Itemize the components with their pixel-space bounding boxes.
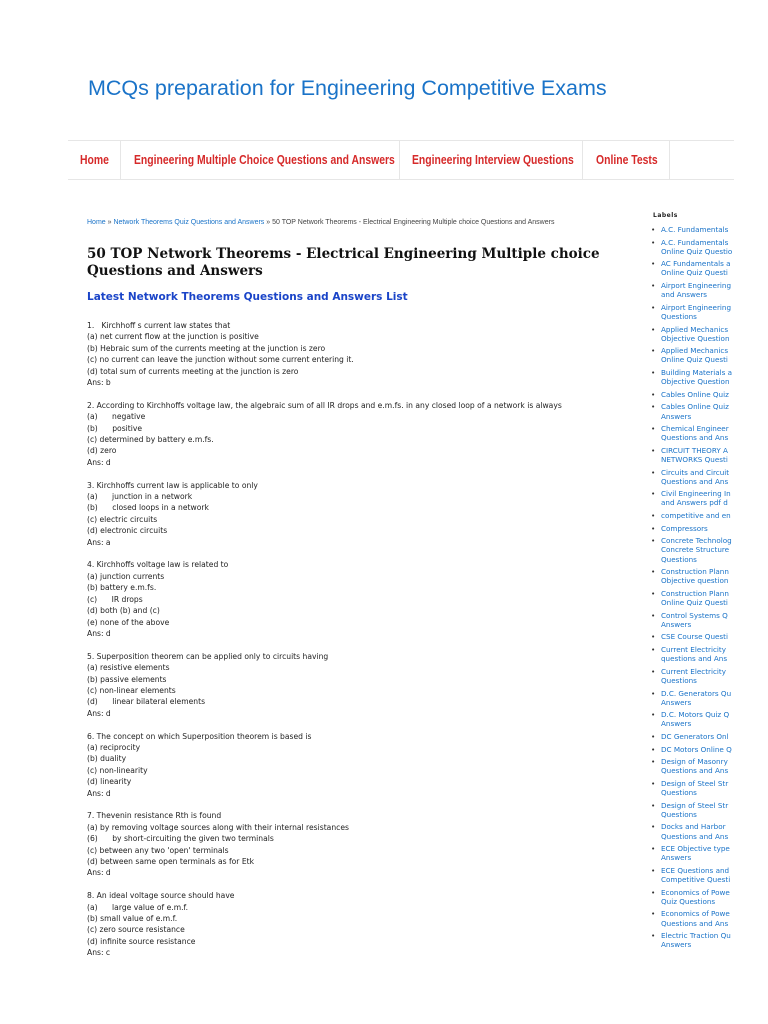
label-link-text: • Cables Online Quiz (661, 389, 729, 399)
option-text: (a) by removing voltage sources along with their internal resistances (87, 822, 349, 832)
nav-home[interactable]: Home (80, 152, 109, 167)
label-link[interactable] (649, 368, 768, 386)
label-link-text: Questions and Ans (661, 433, 729, 443)
option-text: (a) junction currents (87, 571, 165, 581)
option-text: (c) electric circuits (87, 514, 158, 524)
option-text: (a) junction in a network (87, 492, 193, 502)
option-text: (b) duality (87, 754, 127, 764)
option-text: (a) reciprocity (87, 742, 141, 752)
label-link[interactable] (649, 745, 768, 754)
breadcrumb (87, 216, 627, 230)
option-text: (d) infinite source resistance (87, 936, 196, 946)
label-link-text: Questions and Ans (661, 476, 729, 486)
label-link[interactable] (649, 710, 768, 728)
question-text: 4. Kirchhoffs voltage law is related to (87, 560, 229, 570)
label-link-text: Answers (661, 719, 692, 729)
label-link-text: • Economics of Powe (661, 887, 730, 897)
label-link-text: Online Quiz Questi (661, 598, 728, 608)
option-text: (b) positive (87, 423, 143, 433)
label-link[interactable] (649, 844, 768, 862)
label-link-text: • Current Electricity (661, 666, 726, 676)
nav-divider (669, 141, 670, 179)
label-link-text: Questions (661, 809, 697, 819)
label-link[interactable] (649, 567, 768, 585)
label-link-text: • D.C. Generators Qu (661, 688, 732, 698)
label-link-text: • Electric Traction Qu (661, 931, 731, 941)
option-text: (d) total sum of currents meeting at the junction is zero (87, 366, 299, 376)
option-text: (a) resistive elements (87, 663, 170, 673)
option-text: (c) zero source resistance (87, 925, 185, 935)
sidebar-labels-widget (649, 212, 768, 953)
option-text: (c) non-linear elements (87, 685, 176, 695)
question-text: 5. Superposition theorem can be applied only to circuits having (87, 651, 329, 661)
question-text: 3. Kirchhoffs current law is applicable to only (87, 480, 258, 490)
label-link-text: • Compressors (661, 523, 708, 533)
label-link-text: • Control Systems Q (661, 610, 728, 620)
label-link[interactable] (649, 632, 768, 641)
label-link-text: • Chemical Engineer (661, 424, 729, 434)
question-text: 6. The concept on which Superposition theorem is based is (87, 731, 312, 741)
answer-text: Ans: b (87, 378, 111, 388)
option-text: (d) zero (87, 446, 117, 456)
label-link-text: NETWORKS Questi (661, 454, 728, 464)
label-link-text: • AC Fundamentals a (661, 259, 731, 269)
answer-text: Ans: d (87, 628, 111, 638)
label-link-text: • Airport Engineering (661, 281, 732, 291)
label-link-text: • CSE Course Questi (661, 632, 728, 642)
label-link[interactable] (649, 390, 768, 399)
label-link[interactable] (649, 524, 768, 533)
nav-online-tests[interactable]: Online Tests (596, 152, 658, 167)
option-text: (c) no current can leave the junction without some current entering it. (87, 355, 354, 365)
breadcrumb-home-link[interactable]: Home (87, 219, 106, 226)
label-link-text: • D.C. Motors Quiz Q (661, 710, 730, 720)
label-link[interactable] (649, 536, 768, 563)
main-content (87, 216, 627, 958)
question-block (87, 559, 627, 639)
option-text: (a) negative (87, 412, 146, 422)
label-link[interactable] (649, 238, 768, 256)
label-link[interactable] (649, 325, 768, 343)
label-link-text: • ECE Objective type (661, 844, 730, 854)
label-link[interactable] (649, 779, 768, 797)
label-link-text: • CIRCUIT THEORY A (661, 445, 728, 455)
label-link[interactable] (649, 866, 768, 884)
label-link[interactable] (649, 801, 768, 819)
nav-divider (399, 141, 400, 179)
question-text: 1. Kirchhoff s current law states that (87, 321, 231, 330)
option-text: (c) determined by battery e.m.fs. (87, 435, 214, 445)
option-text: (d) electronic circuits (87, 526, 168, 536)
labels-list (649, 225, 768, 949)
label-link[interactable] (649, 732, 768, 741)
option-text: (c) non-linearity (87, 765, 148, 775)
label-link[interactable] (649, 489, 768, 507)
question-text: 8. An ideal voltage source should have (87, 891, 235, 901)
question-text: 7. Thevenin resistance Rth is found (87, 811, 222, 821)
label-link[interactable] (649, 689, 768, 707)
answer-text: Ans: a (87, 537, 111, 547)
label-link-text: • competitive and en (661, 511, 731, 521)
labels-heading: Labels (653, 212, 678, 219)
option-text: (d) linearity (87, 777, 132, 787)
label-link[interactable] (649, 225, 768, 234)
label-link-text: Answers (661, 940, 692, 950)
breadcrumb-separator: » (105, 219, 114, 226)
label-link[interactable] (649, 667, 768, 685)
option-text: (d) linear bilateral elements (87, 697, 206, 707)
nav-interview-questions[interactable]: Engineering Interview Questions (412, 152, 574, 167)
option-text: (b) passive elements (87, 674, 167, 684)
label-link-text: • ECE Questions and (661, 865, 730, 875)
label-link-text: • Civil Engineering In (661, 489, 731, 499)
label-link-text: • A.C. Fundamentals (661, 225, 729, 234)
label-link[interactable] (649, 468, 768, 486)
label-link-text: Answers (661, 619, 692, 629)
label-link-text: • Current Electricity (661, 645, 726, 655)
label-link-text: • Circuits and Circuit (661, 467, 730, 477)
label-link-text: • Concrete Technolog (661, 536, 732, 546)
label-link-text: • DC Generators Onl (661, 731, 729, 741)
label-link[interactable] (649, 822, 768, 840)
label-link-text: Questions and Ans (661, 766, 729, 776)
option-text: (c) IR drops (87, 594, 143, 604)
label-link-text: • DC Motors Online Q (661, 744, 732, 754)
label-link-text: Answers (661, 853, 692, 863)
label-link-text: Questions (661, 554, 697, 564)
question-block (87, 480, 627, 548)
label-link[interactable] (649, 402, 768, 420)
label-link-text: • Design of Steel Str (661, 800, 729, 810)
question-block (87, 320, 627, 388)
option-text: (b) Hebraic sum of the currents meeting at the junction is zero (87, 343, 326, 353)
label-link[interactable] (649, 281, 768, 299)
answer-text: Ans: d (87, 788, 111, 798)
question-block (87, 890, 627, 958)
label-link-text: Online Quiz Questio (661, 246, 733, 256)
label-link-text: Questions (661, 675, 697, 685)
option-text: (a) large value of e.m.f. (87, 902, 189, 912)
label-link-text: and Answers pdf d (661, 498, 728, 508)
option-text: (b) closed loops in a network (87, 503, 209, 513)
label-link-text: Objective Question (661, 333, 730, 343)
label-link-text: • Airport Engineering (661, 302, 732, 312)
label-link-text: • Cables Online Quiz (661, 402, 729, 412)
breadcrumb-current: 50 TOP Network Theorems - Electrical Engineering Multiple choice Questions and Answers (272, 219, 555, 226)
breadcrumb-separator: » (264, 219, 273, 226)
option-text: (e) none of the above (87, 617, 170, 627)
questions-list-heading: Latest Network Theorems Questions and Answers List (87, 291, 408, 303)
label-link-text: • Design of Masonry (661, 757, 728, 767)
post-title: 50 TOP Network Theorems - Electrical Engineering Multiple choice Questions and Answers (87, 246, 600, 279)
label-link[interactable] (649, 346, 768, 364)
option-text: (a) net current flow at the junction is positive (87, 332, 259, 342)
answer-text: Ans: d (87, 708, 111, 718)
label-link[interactable] (649, 259, 768, 277)
question-text: 2. According to Kirchhoffs voltage law, the algebraic sum of all IR drops and e.m.fs. in any closed loop of a network is always (87, 400, 562, 410)
label-link-text: • Economics of Powe (661, 909, 730, 919)
label-link-text: Objective Question (661, 377, 730, 387)
label-link[interactable] (649, 888, 768, 906)
label-link-text: Competitive Questi (661, 875, 731, 885)
label-link[interactable] (649, 511, 768, 520)
label-link[interactable] (649, 303, 768, 321)
label-link-text: • Applied Mechanics (661, 346, 729, 356)
label-link-text: Online Quiz Questi (661, 355, 728, 365)
label-link-text: Objective question (661, 576, 729, 586)
label-link[interactable] (649, 446, 768, 464)
answer-text: Ans: d (87, 457, 111, 467)
label-link[interactable] (649, 931, 768, 949)
question-block (87, 810, 627, 878)
label-link[interactable] (649, 909, 768, 927)
questions-list (87, 320, 627, 970)
option-text: (6) by short-circuiting the given two terminals (87, 834, 274, 844)
label-link-text: questions and Ans (661, 654, 728, 664)
option-text: (c) between any two 'open' terminals (87, 845, 229, 855)
label-link-text: Questions and Ans (661, 918, 729, 928)
label-link-text: Questions and Ans (661, 831, 729, 841)
label-link[interactable] (649, 589, 768, 607)
nav-engineering-mcq[interactable]: Engineering Multiple Choice Questions and Answers (134, 152, 395, 167)
answer-text: Ans: d (87, 868, 111, 878)
label-link-text: • Docks and Harbor (661, 822, 726, 832)
label-link[interactable] (649, 611, 768, 629)
nav-divider (582, 141, 583, 179)
label-link-text: Answers (661, 411, 692, 421)
answer-text: Ans: c (87, 948, 111, 958)
label-link-text: • Construction Plann (661, 588, 729, 598)
label-link[interactable] (649, 424, 768, 442)
label-link-text: • Design of Steel Str (661, 779, 729, 788)
question-block (87, 731, 627, 799)
label-link-text: • Construction Plann (661, 567, 729, 577)
breadcrumb-category-link[interactable]: Network Theorems Quiz Questions and Answers (113, 219, 265, 226)
option-text: (b) small value of e.m.f. (87, 914, 178, 924)
label-link-text: and Answers (661, 290, 708, 300)
option-text: (d) between same open terminals as for Etk (87, 857, 255, 866)
label-link[interactable] (649, 757, 768, 775)
option-text: (d) both (b) and (c) (87, 606, 160, 616)
main-navigation (68, 140, 734, 180)
question-block (87, 400, 627, 468)
label-link-text: • A.C. Fundamentals (661, 237, 729, 247)
label-link-text: Online Quiz Questi (661, 268, 728, 278)
label-link-text: • Applied Mechanics (661, 324, 729, 334)
label-link-text: Concrete Structure (661, 545, 730, 555)
question-block (87, 651, 627, 719)
label-link-text: Answers (661, 697, 692, 707)
label-link-text: Questions (661, 788, 697, 798)
label-link-text: • Building Materials a (661, 368, 733, 378)
label-link[interactable] (649, 645, 768, 663)
site-title[interactable]: MCQs preparation for Engineering Competitive Exams (88, 76, 607, 100)
label-link-text: Quiz Questions (661, 896, 716, 906)
nav-divider (120, 141, 121, 179)
option-text: (b) battery e.m.fs. (87, 583, 157, 593)
label-link-text: Questions (661, 311, 697, 321)
